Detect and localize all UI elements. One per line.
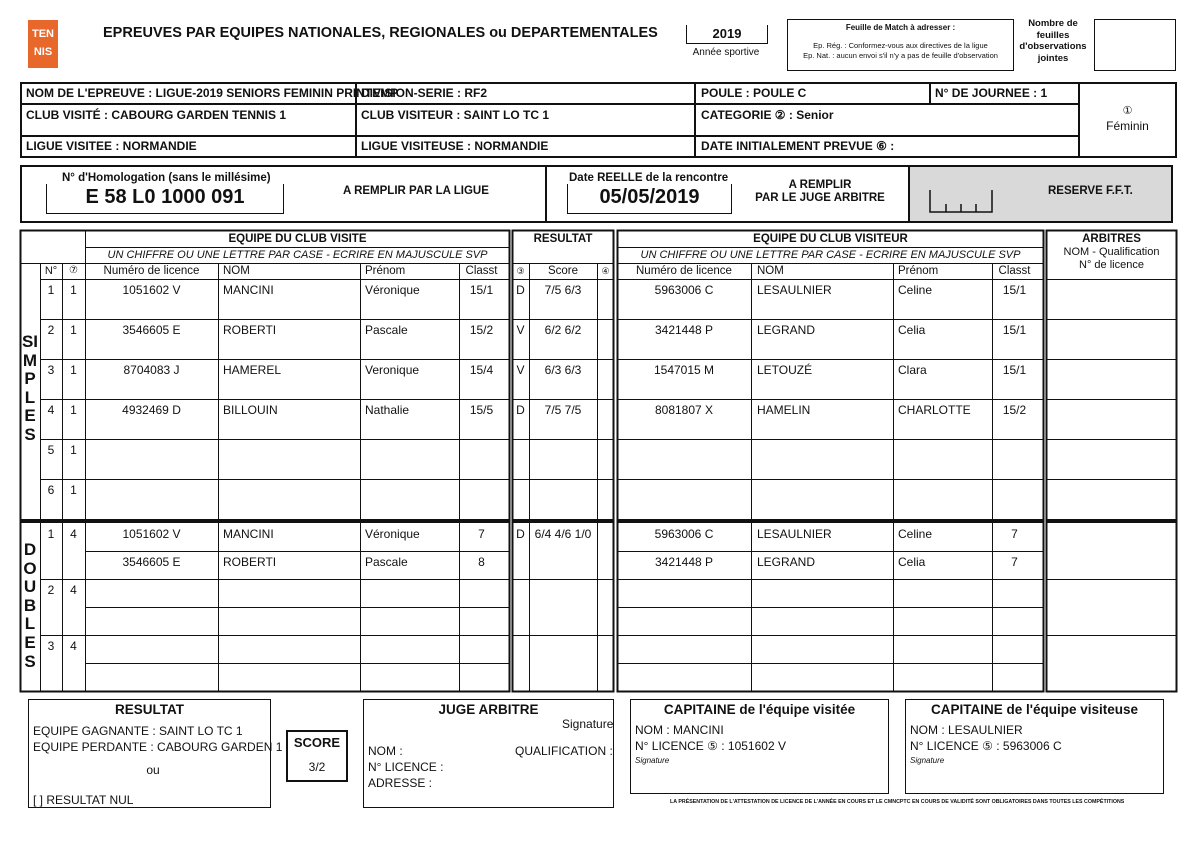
away-licence[interactable]: 1547015 M <box>653 363 715 377</box>
simple-score[interactable]: 7/5 7/5 <box>544 403 582 417</box>
doubles-label <box>20 541 40 671</box>
home-classt[interactable]: 7 <box>478 527 485 541</box>
ligue-visiteuse-field: LIGUE VISITEUSE : NORMANDIE <box>361 139 549 153</box>
year-box: 2019 <box>686 25 768 44</box>
nombre-l2: feuilles <box>1036 29 1070 41</box>
ou-text: ou <box>146 763 160 777</box>
simple-row-coef[interactable]: 1 <box>70 443 77 457</box>
double-row-coef[interactable]: 4 <box>70 527 77 541</box>
col-header-prenom-home: Prénom <box>365 265 406 277</box>
away-licence[interactable]: 5963006 C <box>654 527 714 541</box>
home-nom[interactable]: HAMEREL <box>223 363 282 377</box>
capitaine-visitee-nom: NOM : MANCINI <box>635 723 724 737</box>
arbitres-title: ARBITRES <box>1082 233 1141 245</box>
simple-row-number[interactable]: 5 <box>47 443 55 457</box>
juge-licence: N° LICENCE : <box>368 760 444 774</box>
col-header-7: ⑦ <box>69 265 78 276</box>
simple-row-number[interactable]: 1 <box>47 283 55 297</box>
away-licence[interactable]: 3421448 P <box>654 555 714 569</box>
date-reelle-value[interactable]: 05/05/2019 <box>567 184 732 214</box>
epreuve-field: NOM DE L'EPREUVE : LIGUE-2019 SENIORS FEMININ PRINTEMP <box>26 86 399 100</box>
away-classt[interactable]: 7 <box>1011 555 1018 569</box>
double-row-coef[interactable]: 4 <box>70 583 77 597</box>
capitaine-visiteuse-licence: N° LICENCE ⑤ : 5963006 C <box>910 739 1062 753</box>
capitaine-visitee-licence: N° LICENCE ⑤ : 1051602 V <box>635 739 786 753</box>
col-header-no: N° <box>44 265 58 277</box>
home-prenom[interactable]: Veronique <box>365 363 420 377</box>
away-nom[interactable]: LESAULNIER <box>757 527 832 541</box>
away-classt[interactable]: 15/1 <box>1002 283 1027 297</box>
simple-row-number[interactable]: 4 <box>47 403 55 417</box>
date-reelle-label: Date REELLE de la rencontre <box>569 172 729 184</box>
simple-row-coef[interactable]: 1 <box>70 283 77 297</box>
simple-score[interactable]: 6/2 6/2 <box>544 323 582 337</box>
visite-instruction: UN CHIFFRE OU UNE LETTRE PAR CASE - ECRIRE EN MAJUSCULE SVP <box>107 249 488 261</box>
genre-field: Féminin <box>1106 119 1149 133</box>
visiteur-title: EQUIPE DU CLUB VISITEUR <box>753 233 908 245</box>
doubles-label-text: DOUBLES <box>23 540 37 671</box>
homologation-label: N° d'Homologation (sans le millésime) <box>62 172 271 184</box>
away-prenom[interactable]: Celine <box>898 527 933 541</box>
col-header-nom-home: NOM <box>223 265 250 277</box>
simple-row-coef[interactable]: 1 <box>70 483 77 497</box>
home-licence[interactable]: 8704083 J <box>123 363 180 377</box>
double-row-number[interactable]: 3 <box>47 639 55 653</box>
simple-result-code[interactable]: D <box>516 403 525 417</box>
feuille-title: Feuille de Match à adresser : <box>845 23 956 32</box>
remplir-juge-2: PAR LE JUGE ARBITRE <box>755 192 885 204</box>
nombre-l4: jointes <box>1037 52 1069 64</box>
simples-label <box>20 333 40 445</box>
date-prevue-field: DATE INITIALEMENT PREVUE ⑥ : <box>701 139 895 153</box>
simple-score[interactable]: 7/5 6/3 <box>544 283 582 297</box>
simple-score[interactable]: 6/3 6/3 <box>544 363 582 377</box>
poule-field: POULE : POULE C <box>701 86 807 100</box>
home-nom[interactable]: MANCINI <box>223 283 274 297</box>
away-licence[interactable]: 8081807 X <box>654 403 714 417</box>
away-licence[interactable]: 3421448 P <box>654 323 714 337</box>
away-licence[interactable]: 5963006 C <box>654 283 714 297</box>
visiteur-instruction: UN CHIFFRE OU UNE LETTRE PAR CASE - ECRIRE EN MAJUSCULE SVP <box>640 249 1021 261</box>
home-classt[interactable]: 8 <box>478 555 485 569</box>
home-classt[interactable]: 15/5 <box>469 403 494 417</box>
visite-title: EQUIPE DU CLUB VISITE <box>228 233 367 245</box>
capitaine-visitee-title: CAPITAINE de l'équipe visitée <box>663 702 856 717</box>
col-header-licence-away: Numéro de licence <box>636 265 732 277</box>
simple-result-code[interactable]: D <box>516 283 525 297</box>
simple-row-coef[interactable]: 1 <box>70 323 77 337</box>
home-nom[interactable]: BILLOUIN <box>223 403 278 417</box>
home-classt[interactable]: 15/4 <box>469 363 494 377</box>
division-field: DIVISION-SERIE : RF2 <box>361 86 488 100</box>
col-header-nom-away: NOM <box>757 265 784 277</box>
club-visiteur-field: CLUB VISITEUR : SAINT LO TC 1 <box>361 108 550 122</box>
reserve-label: RESERVE F.F.T. <box>1048 185 1133 197</box>
home-licence[interactable]: 3546605 E <box>122 323 181 337</box>
away-classt[interactable]: 15/1 <box>1002 323 1027 337</box>
juge-signature: Signature <box>562 717 614 731</box>
simples-label-text: SIMPLES <box>21 332 39 444</box>
home-licence[interactable]: 4932469 D <box>122 403 181 417</box>
resultat-nul[interactable]: [ ] RESULTAT NUL <box>33 793 134 807</box>
home-licence[interactable]: 1051602 V <box>122 527 181 541</box>
capitaine-visiteuse-title: CAPITAINE de l'équipe visiteuse <box>930 702 1138 717</box>
resultat-box-title: RESULTAT <box>115 702 184 717</box>
ligue-visitee-field: LIGUE VISITEE : NORMANDIE <box>26 139 197 153</box>
home-prenom[interactable]: Nathalie <box>365 403 410 417</box>
equipe-perdante: EQUIPE PERDANTE : CABOURG GARDEN 1 <box>33 740 283 754</box>
col-header-classt-home: Classt <box>465 265 498 277</box>
simple-row-number[interactable]: 3 <box>47 363 55 377</box>
homologation-value[interactable]: E 58 L0 1000 091 <box>46 184 284 214</box>
col-header-score: Score <box>547 265 579 277</box>
home-licence[interactable]: 3546605 E <box>122 555 181 569</box>
away-nom[interactable]: LESAULNIER <box>757 283 832 297</box>
away-prenom[interactable]: Celine <box>898 283 933 297</box>
home-prenom[interactable]: Véronique <box>365 283 420 297</box>
away-classt[interactable]: 15/2 <box>1002 403 1027 417</box>
capitaine-visiteuse-signature: Signature <box>910 756 945 765</box>
double-score[interactable]: 6/4 4/6 1/0 <box>534 527 592 541</box>
arbitres-sub1: NOM - Qualification <box>1063 246 1160 258</box>
nombre-l1: Nombre de <box>1028 18 1078 29</box>
home-prenom[interactable]: Pascale <box>365 323 408 337</box>
club-visite-field: CLUB VISITÉ : CABOURG GARDEN TENNIS 1 <box>26 108 287 122</box>
away-nom[interactable]: LETOUZÉ <box>757 363 813 377</box>
remplir-ligue: A REMPLIR PAR LA LIGUE <box>343 185 489 197</box>
away-nom[interactable]: LEGRAND <box>757 323 816 337</box>
feuille-line2: Ep. Nat. : aucun envoi s'il n'y a pas de feuille d'observation <box>803 51 998 60</box>
genre-mark: ① <box>1122 105 1133 117</box>
capitaine-visitee-signature: Signature <box>635 756 670 765</box>
home-prenom[interactable]: Pascale <box>365 555 408 569</box>
simple-result-code[interactable]: V <box>516 363 525 377</box>
double-row-number[interactable]: 2 <box>47 583 55 597</box>
journee-field: N° DE JOURNEE : 1 <box>935 86 1048 100</box>
away-prenom[interactable]: CHARLOTTE <box>898 403 971 417</box>
simple-row-coef[interactable]: 1 <box>70 403 77 417</box>
juge-title: JUGE ARBITRE <box>438 702 539 717</box>
page-title: EPREUVES PAR EQUIPES NATIONALES, REGIONALES ou DEPARTEMENTALES <box>103 25 658 41</box>
year-caption: Année sportive <box>692 47 760 58</box>
nombre-l3: d'observations <box>1019 41 1087 52</box>
capitaine-visiteuse-nom: NOM : LESAULNIER <box>910 723 1023 737</box>
remplir-juge-1: A REMPLIR <box>788 179 852 191</box>
simple-row-number[interactable]: 6 <box>47 483 55 497</box>
home-licence[interactable]: 1051602 V <box>122 283 181 297</box>
home-classt[interactable]: 15/2 <box>469 323 494 337</box>
score-value: 3/2 <box>308 760 326 774</box>
juge-adresse: ADRESSE : <box>368 776 433 790</box>
logo-line1: TEN <box>32 28 54 40</box>
home-nom[interactable]: ROBERTI <box>223 323 277 337</box>
away-classt[interactable]: 7 <box>1011 527 1018 541</box>
juge-nom: NOM : <box>368 744 403 758</box>
col-header-3: ③ <box>516 266 525 276</box>
away-nom[interactable]: LEGRAND <box>757 555 816 569</box>
away-nom[interactable]: HAMELIN <box>757 403 811 417</box>
home-prenom[interactable]: Véronique <box>365 527 420 541</box>
double-row-number[interactable]: 1 <box>47 527 55 541</box>
col-header-classt-away: Classt <box>998 265 1031 277</box>
footer-note: LA PRÉSENTATION DE L'ATTESTATION DE LICENCE DE L'ANNÉE EN COURS ET LE CMNCPTC EN COURS DE VALIDITÉ SONT OBLIGATOIRES DANS TOUTES LES COMPÉTITIONS <box>670 799 1125 805</box>
away-prenom[interactable]: Celia <box>898 555 926 569</box>
col-header-prenom-away: Prénom <box>898 265 939 277</box>
away-prenom[interactable]: Clara <box>898 363 927 377</box>
home-nom[interactable]: ROBERTI <box>223 555 277 569</box>
logo-line2: NIS <box>33 46 53 58</box>
col-header-licence-home: Numéro de licence <box>103 265 200 277</box>
away-classt[interactable]: 15/1 <box>1002 363 1027 377</box>
home-nom[interactable]: MANCINI <box>223 527 274 541</box>
juge-qualification: QUALIFICATION : <box>515 744 613 758</box>
arbitres-sub2: N° de licence <box>1079 259 1144 271</box>
feuille-line1: Ep. Rég. : Conformez-vous aux directives de la ligue <box>813 41 988 50</box>
double-row-coef[interactable]: 4 <box>70 639 77 653</box>
score-title: SCORE <box>293 735 341 750</box>
col-header-4: ④ <box>601 266 610 276</box>
away-prenom[interactable]: Celia <box>898 323 926 337</box>
simple-row-number[interactable]: 2 <box>47 323 55 337</box>
simple-row-coef[interactable]: 1 <box>70 363 77 377</box>
home-classt[interactable]: 15/1 <box>469 283 494 297</box>
categorie-field: CATEGORIE ② : Senior <box>701 108 834 122</box>
equipe-gagnante: EQUIPE GAGNANTE : SAINT LO TC 1 <box>33 724 243 738</box>
simple-result-code[interactable]: V <box>516 323 525 337</box>
double-result-code[interactable]: D <box>516 527 525 541</box>
resultat-title: RESULTAT <box>533 233 593 245</box>
